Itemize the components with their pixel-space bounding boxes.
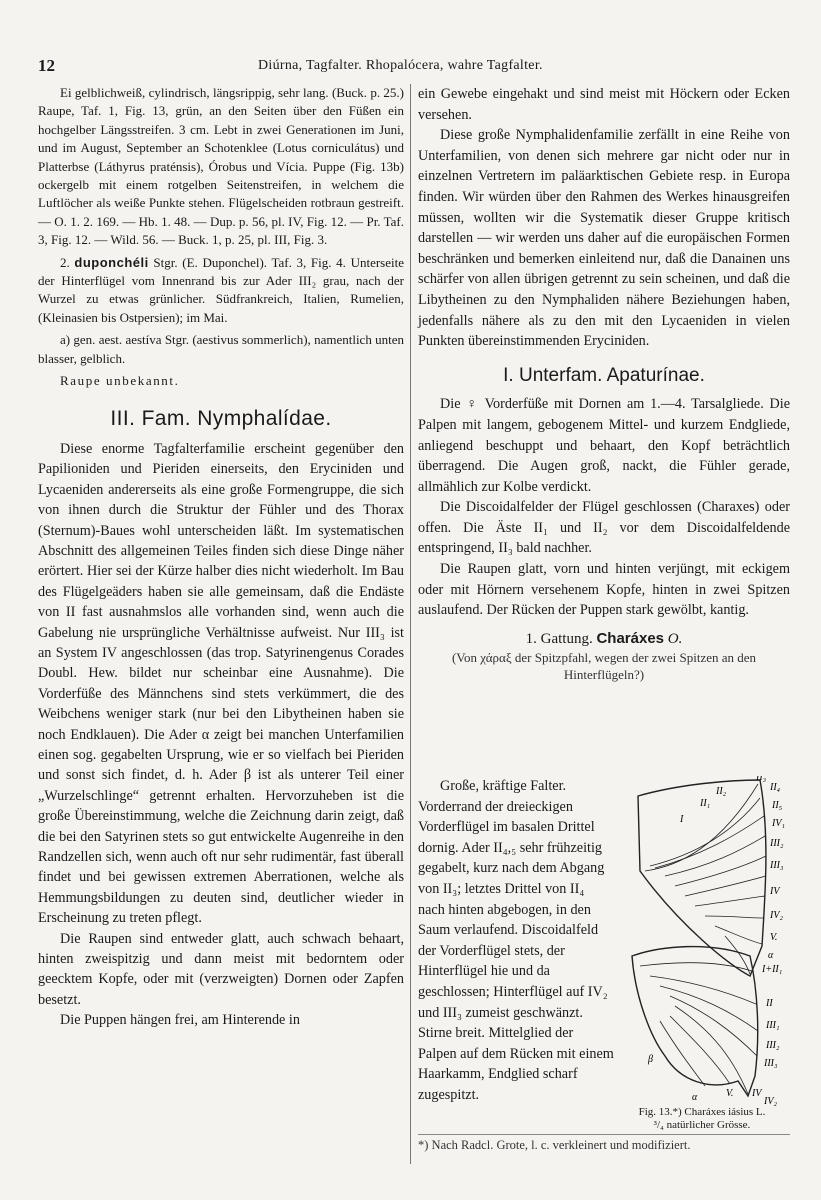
paragraph-continued: ein Gewebe eingehakt und sind meist mit Höckern oder Ecken versehen. [418,86,790,123]
wing-venation-figure [620,776,790,1106]
hindwing-vein-label: III₃ [764,1058,778,1069]
genus-description [418,776,614,1106]
hindwing-vein-label: IV₂ [764,1096,777,1106]
genus-heading [418,629,790,650]
forewing-vein-label: II₂ [716,786,727,797]
hindwing-vein-label: III₂ [766,1040,780,1051]
paragraph-charaxes: Große, kräftige Falter. Vorderrand der dreieckigen Vorderflügel im basalen Drittel dornig. Ader II₄,₅ sehr frühzeitig gegabelt, kurz nach dem Abgang von II₃; letztes Drittel von II₄ nach hinten abgebogen, in den Saum verlaufend. Discoidalfeld der Vorderflügel stets, der Hinterflügel hie und da geschlossen; Hinterflügel auf IV₂ und III₃ zumeist geschwänzt. Stirne breit. Mittelglied der Palpen auf dem Rücken mit einem Haarkamm, Endglied scharf zugespitzt. [418,778,614,1103]
forewing-vein-label: I [680,814,684,825]
column-divider [410,84,411,1164]
forewing-vein-label: IV₂ [770,910,783,921]
hindwing-vein-label: II [766,998,773,1009]
forewing-vein-label: α [768,950,774,961]
forewing-vein-label: III₃ [770,860,784,871]
page-number: 12 [38,56,55,75]
wing-venation-drawing [620,776,790,1106]
paragraph-subfamilies: Diese große Nymphalidenfamilie zerfällt in eine Reihe von Unterfamilien, von denen sich mehrere gar nicht oder nur in einzelnen Vertretern im paläarktischen Gebiete resp. in Europa finden. Wir würden über den Rahmen des Werkes hinausgreifen müssen, wollten wir die Systematik dieser Gruppe kritisch darstellen — wir werden uns daher auf die europäischen Formen beschränken und bemerken einleitend nur, daß die Danainen uns schärfer von allen übrigen getrennt zu sein scheinen, und daß die Libytheinen zu den Nymphaliden nähere Beziehungen haben, jedenfalls nähere als zu den mit den Lycaeniden in vielen Punkten übereinstimmenden Eryciniden. [418,127,790,350]
forewing-vein-label: III₂ [770,838,784,849]
page-header [38,56,790,80]
subfamily-title: I. Unterfam. Apaturínae. [503,364,705,386]
forewing-vein-label: II₄ [770,782,781,793]
paragraph-egg-larva: Ei gelblichweiß, cylindrisch, längsrippig, sehr lang. (Buck. p. 25.) Raupe, Taf. 1, Fig. 13, grün, an den Seiten über den Füßen ein hochgelber Längsstreifen. 3 cm. Lebt in zwei Generationen im Juni, und im August, September an Schotenklee (Lotus corniculátus) und Platterbse (Láthyrus praténsis), Órobus und Vícia. Puppe (Fig. 13b) ockergelb mit einem rotgelben Seitenstreifen, in welchem die Luftlöcher als weiße Punkte stehen. Flügelscheiden rotbraun gestreift. — O. 1. 2. 169. — Hb. 1. 48. — Dup. p. 56, pl. IV, Fig. 12. — Pr. Taf. 3, Fig. 12. — Wild. 56. — Buck. 1, p. 25, pl. III, Fig. 3. [38,85,404,248]
paragraph-family-intro: Diese enorme Tagfalterfamilie erscheint gegenüber den Papilioniden und Pieriden einerseits, den Eryciniden und Lycaeniden andererseits als eine große Formengruppe, die sich von ihnen durch die Struktur der Fühler und des Thorax (Sternum)-Baues wohl unterscheiden läßt. Im systematischen Abschnitt des allgemeinen Teiles finden sich diese Dinge näher erörtert. Hier sei der Kürze halber dies nicht wiederholt. Im Bau des Flügelgeäders haben sie alle gemeinsam, daß die Endäste von II fast ausnahmslos alle vorhanden sind, wenn auch die Gabelung nie ursprüngliche Verhältnisse aufweist. Nur III₃ ist an System IV angeschlossen (das trop. Satyrinengenus Corades Doubl. Hew. bildet nur scheinbar eine Ausnahme). Die Vorderfüße des Männchens sind stets verkümmert, die des Weibchens weniger stark (nur bei den Libytheinen haben sie noch Endklauen). Die Ader α zeigt bei manchen Unterfamilien einen sog. gegabelten Ursprung, wie er so vielfach bei Pieriden und sonst sich findet, d. h. Ader β ist als unterer Teil einer „Wurzelschlinge“ getrennt erhalten. Hervorzuheben ist die große Übereinstimmung, welche die Zeichnung darin zeigt, daß die bei den Satyrinen stets so gut entwickelte Augenreihe in den Randzellen sich, wenn auch oft nur sehr rudimentär, fast überall findet und bei gewissen extremen Aberrationen, welche als Hemmungsbildungen zu deuten sind, deutlicher wieder in Erscheinung zu treten pflegt. [38,440,404,927]
paragraph-raupen: Die Raupen sind entweder glatt, auch schwach behaart, hinten zweispitzig und dann meist mit bedorntem oder geecktem Kopfe, oder mit (verzweigten) Dornen oder Zapfen besetzt. [38,930,404,1008]
figure-caption [612,1106,792,1132]
hindwing-vein-label: α [692,1092,698,1103]
paragraph-vorderfuesse: Die ♀ Vorderfüße mit Dornen am 1.—4. Tarsalgliede. Die Palpen mit langem, gebogenem Mittel- und kurzem Endgliede, anliegend beschuppt und behaart, den Kopf beträchtlich überragend. Die Augen groß, nackt, die Fühler gerade, allmählich zur Kolbe verdickt. [418,396,790,495]
paragraph-discoidalfelder: Die Discoidalfelder der Flügel geschlossen (Charaxes) oder offen. Die Äste II₁ und II₂ vor dem Discoidalfeldende entspringend, II₃ bald nachher. [418,499,790,557]
paragraph-raupen-glatt: Die Raupen glatt, vorn und hinten verjüngt, mit eckigem oder mit Hörnern versehenem Kopfe, hinten in zwei Spitzen auslaufend. Der Rücken der Puppen stark gewölbt, kantig. [418,561,790,619]
forewing-vein-label: II₅ [772,800,783,811]
section-title: III. Fam. Nymphalídae. [110,406,332,430]
genus-etymology: (Von χάραξ der Spitzpfahl, wegen der zwei Spitzen an den Hinterflügeln?) [451,650,757,683]
figure-caption-scale: ³/₄ natürlicher Grösse. [653,1119,751,1131]
footnote: *) Nach Radcl. Grote, l. c. verkleinert und modifiziert. [418,1134,790,1153]
hindwing-vein-label: I+II₁ [762,964,783,975]
hindwing-vein-label: V. [726,1088,734,1099]
genus-name: Charáxes [596,629,665,647]
paragraph-aestiva: a) gen. aest. aestíva Stgr. (aestivus sommerlich), namentlich unten blasser, gelblich. [38,332,404,366]
hindwing-vein-label: III₁ [766,1020,780,1031]
left-column [38,84,404,1031]
forewing-vein-label: V. [770,932,778,943]
forewing-vein-label: II₁ [700,798,711,809]
paragraph-puppen: Die Puppen hängen frei, am Hinterende in [60,1012,300,1029]
figure-caption-title: Fig. 13.*) Charáxes iásius L. [638,1106,766,1118]
forewing-vein-label: IV₁ [772,818,785,829]
genus-number: 1. Gattung. [525,630,593,647]
species-description: Stgr. (E. Duponchel). Taf. 3, Fig. 4. Unterseite der Hinterflügel vom Innenrand bis zur Ader III₂ grau, nach der Wurzel zu etwas grünlicher. Südfrankreich, Italien, Rumelien, (Kleinasien bis Ostpersien); im Mai. [38,254,404,325]
hindwing-vein-label: β [648,1054,653,1065]
species-name: duponchéli [74,254,149,270]
hindwing-vein-label: IV [752,1088,762,1099]
right-column [418,84,790,683]
forewing-vein-label: II₃ [756,776,767,783]
species-number: 2. [60,254,70,270]
paragraph-raupe-unbekannt: Raupe unbekannt. [60,373,180,389]
genus-author: O. [667,630,683,647]
running-title: Diúrna, Tagfalter. Rhopalócera, wahre Tagfalter. [258,58,543,73]
forewing-vein-label: IV [770,886,780,897]
paragraph-duponcheli [38,254,404,328]
